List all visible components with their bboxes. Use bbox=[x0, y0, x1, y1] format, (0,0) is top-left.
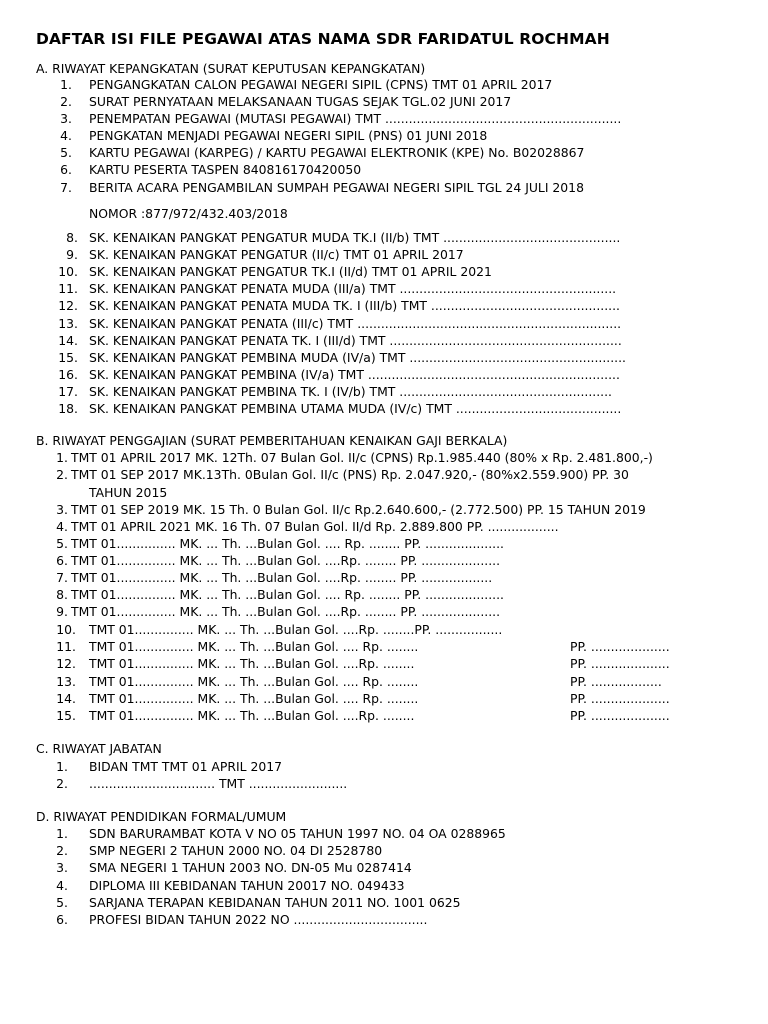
section-d-heading: D. RIWAYAT PENDIDIKAN FORMAL/UMUM bbox=[36, 809, 287, 824]
section-b-item-number: 8. bbox=[56, 587, 68, 602]
section-b-item-number: 2. bbox=[56, 467, 68, 482]
section-b-item-number: 11. bbox=[56, 639, 76, 655]
section-a-item-number: 7. bbox=[60, 180, 72, 195]
section-a-item-number: 12. bbox=[58, 298, 78, 314]
section-a-item-number: 15. bbox=[58, 349, 78, 365]
section-a-item-text: KARTU PEGAWAI (KARPEG) / KARTU PEGAWAI ELEKTRONIK (KPE) No. B02028867 bbox=[89, 145, 585, 160]
section-b-item-number: 5. bbox=[56, 536, 68, 551]
section-a-item-number: 8. bbox=[66, 230, 78, 245]
section-a-item-text: SK. KENAIKAN PANGKAT PEMBINA UTAMA MUDA (IV/c) TMT .......................................... bbox=[89, 401, 622, 416]
section-a-item-number: 6. bbox=[60, 162, 72, 177]
section-b-item-text: TMT 01............... MK. ... Th. ...Bulan Gol. ....Rp. ........PP. ................. bbox=[89, 622, 503, 637]
section-a-item-text: KARTU PESERTA TASPEN 840816170420050 bbox=[89, 162, 362, 177]
section-a-item-number: 3. bbox=[60, 111, 72, 126]
section-b-item-text: TMT 01............... MK. ... Th. ...Bulan Gol. ....Rp. ........ PP. .................... bbox=[71, 553, 501, 568]
section-a-item-text: SK. KENAIKAN PANGKAT PENATA MUDA (III/a) TMT ....................................................... bbox=[89, 281, 617, 297]
section-b-item-pp: PP. .................. bbox=[570, 673, 662, 689]
section-d-item-number: 5. bbox=[56, 894, 68, 910]
section-b-item-number: 15. bbox=[56, 708, 76, 723]
section-b-item-text: TMT 01 SEP 2017 MK.13Th. 0Bulan Gol. II/c (PNS) Rp. 2.047.920,- (80%x2.559.900) PP. 30 bbox=[71, 467, 629, 482]
section-b-item-number: 9. bbox=[56, 604, 68, 619]
section-a-heading: A. RIWAYAT KEPANGKATAN (SURAT KEPUTUSAN KEPANGKATAN) bbox=[36, 61, 426, 76]
section-d-item-number: 4. bbox=[56, 877, 68, 893]
section-a-item-number: 1. bbox=[60, 77, 72, 92]
section-c-item-number: 2. bbox=[56, 776, 68, 791]
section-b-item-pp: PP. .................... bbox=[570, 639, 670, 655]
section-b-item-number: 10. bbox=[56, 622, 76, 637]
section-a-item-number: 16. bbox=[58, 366, 78, 382]
section-a-item-text: SURAT PERNYATAAN MELAKSANAAN TUGAS SEJAK TGL.02 JUNI 2017 bbox=[89, 94, 512, 109]
section-a-item-number: 11. bbox=[58, 281, 78, 297]
section-a-item-text: SK. KENAIKAN PANGKAT PENATA MUDA TK. I (III/b) TMT ................................................ bbox=[89, 298, 620, 314]
section-d-item-text: SDN BARURAMBAT KOTA V NO 05 TAHUN 1997 NO. 04 OA 0288965 bbox=[89, 826, 506, 841]
section-b-item-text: TMT 01............... MK. ... Th. ...Bulan Gol. .... Rp. ........ bbox=[89, 639, 419, 655]
section-b-item-text: TMT 01............... MK. ... Th. ...Bulan Gol. ....Rp. ........ bbox=[89, 708, 415, 723]
section-c-item-number: 1. bbox=[56, 759, 68, 774]
section-c-item-text: ................................ TMT ......................... bbox=[89, 776, 348, 791]
section-a-item-number: 5. bbox=[60, 145, 72, 160]
section-d-item-number: 3. bbox=[56, 860, 68, 876]
section-a-item-text: SK. KENAIKAN PANGKAT PENGATUR (II/c) TMT 01 APRIL 2017 bbox=[89, 247, 464, 263]
section-b-item-number: 7. bbox=[56, 570, 68, 585]
section-a-item-number: 13. bbox=[58, 315, 78, 331]
section-b-item-text: TMT 01............... MK. ... Th. ...Bulan Gol. .... Rp. ........ bbox=[89, 690, 419, 706]
section-a-item-7-continuation: NOMOR :877/972/432.403/2018 bbox=[89, 206, 288, 221]
section-b-item-number: 14. bbox=[56, 690, 76, 706]
section-a-item-text: SK. KENAIKAN PANGKAT PENATA TK. I (III/d) TMT ........................................................... bbox=[89, 332, 622, 348]
section-a-item-text: SK. KENAIKAN PANGKAT PENGATUR TK.I (II/d) TMT 01 APRIL 2021 bbox=[89, 264, 492, 280]
section-b-item-number: 6. bbox=[56, 553, 68, 568]
section-c-heading: C. RIWAYAT JABATAN bbox=[36, 741, 162, 756]
section-b-item-pp: PP. .................... bbox=[570, 656, 670, 672]
section-a-item-text: PENEMPATAN PEGAWAI (MUTASI PEGAWAI) TMT ............................................................ bbox=[89, 111, 622, 126]
section-a-item-number: 14. bbox=[58, 332, 78, 348]
section-a-item-text: PENGANGKATAN CALON PEGAWAI NEGERI SIPIL (CPNS) TMT 01 APRIL 2017 bbox=[89, 77, 553, 92]
section-a-item-number: 18. bbox=[58, 401, 78, 416]
section-a-item-text: SK. KENAIKAN PANGKAT PENGATUR MUDA TK.I (II/b) TMT ............................................. bbox=[89, 230, 621, 245]
section-d-item-text: DIPLOMA III KEBIDANAN TAHUN 20017 NO. 049433 bbox=[89, 877, 405, 893]
section-b-item-continuation-text: TAHUN 2015 bbox=[89, 485, 168, 500]
section-d-item-text: SMP NEGERI 2 TAHUN 2000 NO. 04 DI 2528780 bbox=[89, 843, 383, 859]
section-b-item-pp: PP. .................... bbox=[570, 708, 670, 723]
section-b-item-text: TMT 01............... MK. ... Th. ...Bulan Gol. ....Rp. ........ bbox=[89, 656, 415, 672]
section-b-item-text: TMT 01............... MK. ... Th. ...Bulan Gol. .... Rp. ........ bbox=[89, 673, 419, 689]
section-c-item-text: BIDAN TMT TMT 01 APRIL 2017 bbox=[89, 759, 282, 774]
section-d-item-text: PROFESI BIDAN TAHUN 2022 NO .................................. bbox=[89, 912, 428, 927]
section-d-item-number: 6. bbox=[56, 912, 68, 927]
section-b-item-text: TMT 01............... MK. ... Th. ...Bulan Gol. ....Rp. ........ PP. .................. bbox=[71, 570, 493, 585]
section-a-item-number: 2. bbox=[60, 94, 72, 109]
section-b-item-text: TMT 01 SEP 2019 MK. 15 Th. 0 Bulan Gol. II/c Rp.2.640.600,- (2.772.500) PP. 15 TAHUN 2019 bbox=[71, 502, 646, 517]
section-d-item-number: 2. bbox=[56, 843, 68, 859]
document-title: DAFTAR ISI FILE PEGAWAI ATAS NAMA SDR FARIDATUL ROCHMAH bbox=[36, 30, 610, 48]
section-b-item-text: TMT 01 APRIL 2017 MK. 12Th. 07 Bulan Gol. II/c (CPNS) Rp.1.985.440 (80% x Rp. 2.481.800,-) bbox=[71, 450, 653, 465]
section-b-item-number: 12. bbox=[56, 656, 76, 672]
section-a-item-number: 17. bbox=[58, 383, 78, 399]
section-b-heading: B. RIWAYAT PENGGAJIAN (SURAT PEMBERITAHUAN KENAIKAN GAJI BERKALA) bbox=[36, 433, 508, 448]
section-a-item-number: 4. bbox=[60, 128, 72, 143]
section-d-item-number: 1. bbox=[56, 826, 68, 841]
section-a-item-text: SK. KENAIKAN PANGKAT PENATA (III/c) TMT ................................................................... bbox=[89, 315, 622, 331]
section-b-item-pp: PP. .................... bbox=[570, 690, 670, 706]
section-b-item-number: 1. bbox=[56, 450, 68, 465]
section-a-item-text: PENGKATAN MENJADI PEGAWAI NEGERI SIPIL (PNS) 01 JUNI 2018 bbox=[89, 128, 488, 143]
section-b-item-text: TMT 01 APRIL 2021 MK. 16 Th. 07 Bulan Gol. II/d Rp. 2.889.800 PP. .................. bbox=[71, 519, 559, 534]
section-a-item-text: SK. KENAIKAN PANGKAT PEMBINA (IV/a) TMT ................................................................ bbox=[89, 366, 620, 382]
section-a-item-text: SK. KENAIKAN PANGKAT PEMBINA MUDA (IV/a) TMT ....................................................... bbox=[89, 349, 626, 365]
section-a-item-number: 9. bbox=[66, 247, 78, 263]
section-b-item-text: TMT 01............... MK. ... Th. ...Bulan Gol. .... Rp. ........ PP. .................... bbox=[71, 587, 504, 602]
section-b-item-text: TMT 01............... MK. ... Th. ...Bulan Gol. ....Rp. ........ PP. .................... bbox=[71, 604, 501, 619]
section-b-item-text: TMT 01............... MK. ... Th. ...Bulan Gol. .... Rp. ........ PP. .................... bbox=[71, 536, 504, 551]
section-a-item-text: BERITA ACARA PENGAMBILAN SUMPAH PEGAWAI NEGERI SIPIL TGL 24 JULI 2018 bbox=[89, 180, 584, 195]
section-d-item-text: SMA NEGERI 1 TAHUN 2003 NO. DN-05 Mu 0287414 bbox=[89, 860, 412, 876]
section-b-item-number: 13. bbox=[56, 673, 76, 689]
section-a-item-number: 10. bbox=[58, 264, 78, 280]
section-d-item-text: SARJANA TERAPAN KEBIDANAN TAHUN 2011 NO. 1001 0625 bbox=[89, 894, 461, 910]
section-b-item-number: 4. bbox=[56, 519, 68, 534]
section-a-item-text: SK. KENAIKAN PANGKAT PEMBINA TK. I (IV/b) TMT ...................................................... bbox=[89, 383, 612, 399]
section-b-item-number: 3. bbox=[56, 502, 68, 517]
